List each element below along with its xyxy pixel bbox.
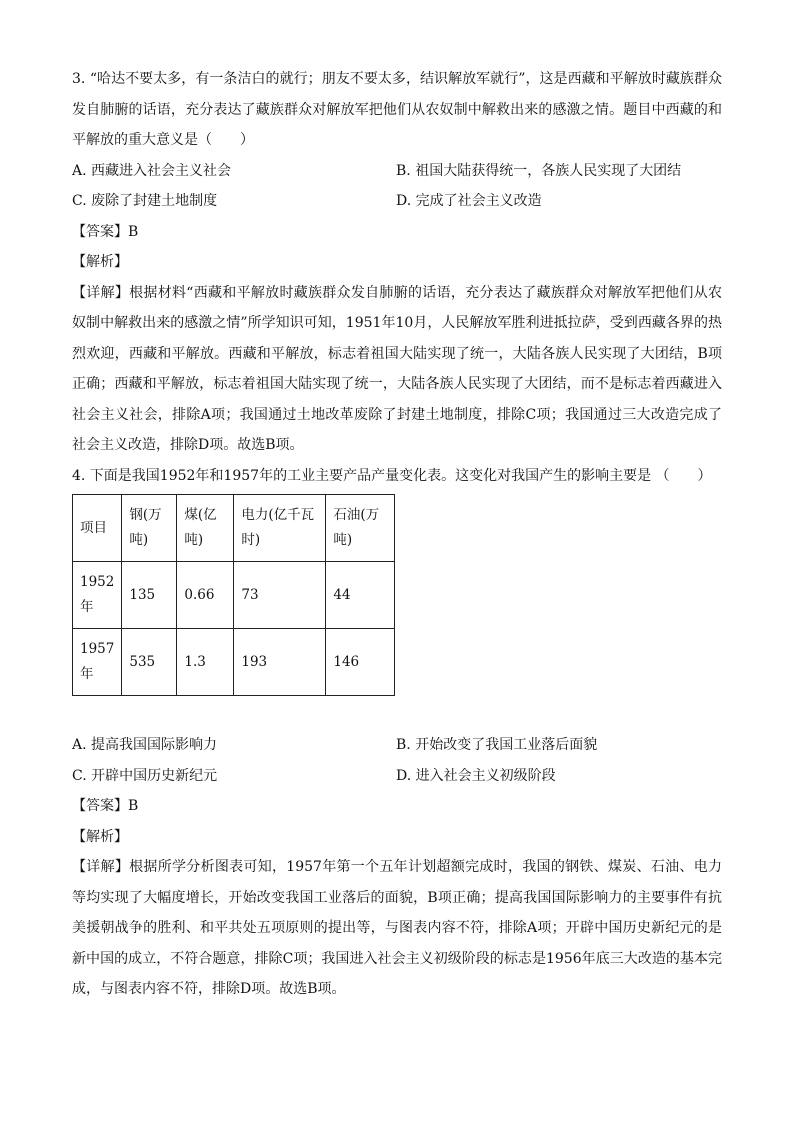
table-row [73, 629, 395, 696]
table-header-cell: 项目 [73, 495, 122, 562]
document-page [72, 64, 722, 1005]
table-cell: 135 [122, 562, 177, 629]
q4-option-a[interactable]: A. 提高我国国际影响力 [72, 737, 218, 753]
table-cell: 535 [122, 629, 177, 696]
table-header-cell: 石油(万吨) [326, 495, 395, 562]
table-header-row [73, 495, 395, 562]
table-cell: 1957年 [73, 629, 122, 696]
q3-options-row-2 [72, 186, 722, 217]
q4-options-row-2 [72, 761, 722, 792]
q4-option-d[interactable]: D. 进入社会主义初级阶段 [396, 767, 556, 784]
q4-option-c[interactable]: C. 开辟中国历史新纪元 [72, 767, 218, 784]
q3-option-a[interactable]: A. 西藏进入社会主义社会 [72, 162, 232, 179]
table-cell: 44 [326, 562, 395, 629]
table-cell: 1952年 [73, 562, 122, 629]
table-cell: 0.66 [177, 562, 234, 629]
q3-answer: 【答案】B [72, 223, 139, 240]
table-row [73, 562, 395, 629]
table-header-cell: 钢(万吨) [122, 495, 177, 562]
q3-options-row-1 [72, 156, 722, 187]
q3-option-c[interactable]: C. 废除了封建土地制度 [72, 193, 218, 209]
q3-option-b[interactable]: B. 祖国大陆获得统一，各族人民实现了大团结 [396, 162, 682, 179]
q4-option-b[interactable]: B. 开始改变了我国工业落后面貌 [396, 737, 598, 753]
q3-stem: 3. “哈达不要太多，有一条洁白的就行；朋友不要太多，结识解放军就行”，这是西藏和平解放时藏族群众发自肺腑的话语，充分表达了藏族群众对解放军把他们从农奴制中解救出来的感激之情。题目中西藏的和平解放的重大意义是（ ） [72, 71, 722, 148]
q4-answer: 【答案】B [72, 798, 139, 814]
table-cell: 193 [234, 629, 326, 696]
table-cell: 73 [234, 562, 326, 629]
q4-detail: 【详解】根据所学分析图表可知，1957年第一个五年计划超额完成时，我国的钢铁、煤炭、石油、电力等均实现了大幅度增长，开始改变我国工业落后的面貌，B项正确；提高我国国际影响力的主要事件有抗美援朝战争的胜利、和平共处五项原则的提出等，与图表内容不符，排除A项；开辟中国历史新纪元的是新中国的成立，不符合题意，排除C项；我国进入社会主义初级阶段的标志是1956年底三大改造的基本完成，与图表内容不符，排除D项。故选B项。 [72, 859, 722, 997]
table-header-cell: 电力(亿千瓦时) [234, 495, 326, 562]
table-header-cell: 煤(亿吨) [177, 495, 234, 562]
q3-analysis-label: 【解析】 [72, 254, 128, 270]
q3-detail: 【详解】根据材料“西藏和平解放时藏族群众发自肺腑的话语，充分表达了藏族群众对解放军把他们从农奴制中解救出来的感激之情”所学知识可知，1951年10月，人民解放军胜利进抵拉萨，受到西藏各界的热烈欢迎，西藏和平解放。西藏和平解放，标志着祖国大陆实现了统一，大陆各族人民实现了大团结，B项正确；西藏和平解放，标志着祖国大陆实现了统一，大陆各族人民实现了大团结，而不是标志着西藏进入社会主义社会，排除A项；我国通过土地改革废除了封建土地制度，排除C项；我国通过三大改造完成了社会主义改造，排除D项。故选B项。 [72, 284, 722, 453]
production-table [72, 494, 395, 696]
table-cell: 1.3 [177, 629, 234, 696]
q4-stem: 4. 下面是我国1952年和1957年的工业主要产品产量变化表。这变化对我国产生的影响主要是 （ ） [72, 467, 712, 484]
q4-options-row-1 [72, 730, 722, 761]
q3-option-d[interactable]: D. 完成了社会主义改造 [396, 193, 542, 209]
table-cell: 146 [326, 629, 395, 696]
q4-analysis-label: 【解析】 [72, 828, 128, 845]
